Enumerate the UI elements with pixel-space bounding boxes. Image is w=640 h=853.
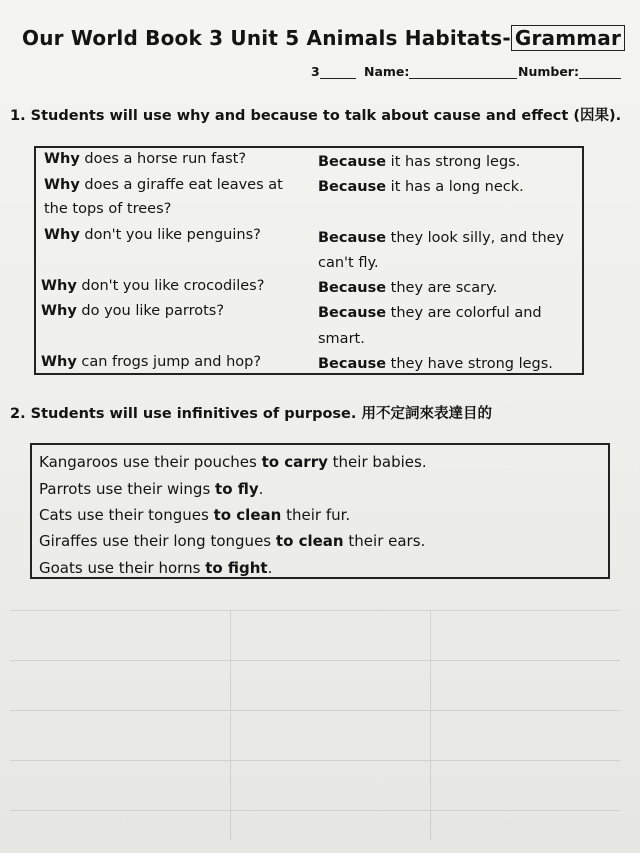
page-title (22, 26, 625, 50)
number-field (518, 64, 621, 79)
answer-line-continued: smart. (318, 331, 365, 347)
example-sentence: Giraffes use their long tongues to clean their ears. (39, 532, 426, 550)
name-blank (409, 64, 517, 79)
question-1-text: Students will use why and because to talk about cause and effect (因果). (30, 108, 622, 124)
ghost-rule (10, 810, 620, 811)
title-main: Our World Book 3 Unit 5 Animals Habitats- (22, 26, 511, 50)
class-blank (320, 64, 356, 79)
ghost-rule (10, 660, 620, 661)
class-prefix: 3 (311, 64, 320, 79)
why-because-table (34, 146, 584, 375)
answer-line: Because they are colorful and (318, 305, 542, 321)
ghost-rule (10, 610, 620, 611)
name-label: Name: (364, 64, 410, 79)
ghost-rule (430, 610, 431, 840)
example-sentence: Goats use their horns to fight. (39, 559, 273, 577)
answer-line: Because they have strong legs. (318, 356, 553, 372)
question-line-continued: the tops of trees? (44, 201, 172, 217)
question-line: Why can frogs jump and hop? (41, 354, 262, 370)
number-blank (579, 64, 621, 79)
ghost-rule (10, 710, 620, 711)
question-2-heading (10, 402, 492, 423)
question-1-heading (10, 104, 621, 125)
ghost-rule (230, 610, 231, 840)
question-2-text: Students will use infinitives of purpose. 用不定詞來表達目的 (30, 406, 492, 422)
question-line: Why does a horse run fast? (44, 151, 247, 167)
question-line: Why don't you like penguins? (44, 227, 261, 243)
name-field (364, 64, 517, 79)
answer-line: Because it has a long neck. (318, 179, 524, 195)
class-field (311, 64, 356, 79)
question-line: Why do you like parrots? (41, 303, 225, 319)
answer-line-continued: can't fly. (318, 255, 379, 271)
title-boxed-word: Grammar (511, 25, 625, 51)
example-sentence: Kangaroos use their pouches to carry their babies. (39, 453, 427, 471)
question-line: Why does a giraffe eat leaves at (44, 177, 283, 193)
answer-line: Because they are scary. (318, 280, 498, 296)
question-line: Why don't you like crocodiles? (41, 278, 265, 294)
infinitive-purpose-box (30, 443, 610, 579)
show-through-print (0, 585, 640, 853)
example-sentence: Cats use their tongues to clean their fur. (39, 506, 351, 524)
ghost-rule (10, 760, 620, 761)
number-label: Number: (518, 64, 579, 79)
answer-line: Because they look silly, and they (318, 230, 565, 246)
question-1-number: 1. (10, 108, 26, 124)
example-sentence: Parrots use their wings to fly. (39, 480, 264, 498)
question-2-number: 2. (10, 406, 26, 422)
answer-line: Because it has strong legs. (318, 154, 521, 170)
